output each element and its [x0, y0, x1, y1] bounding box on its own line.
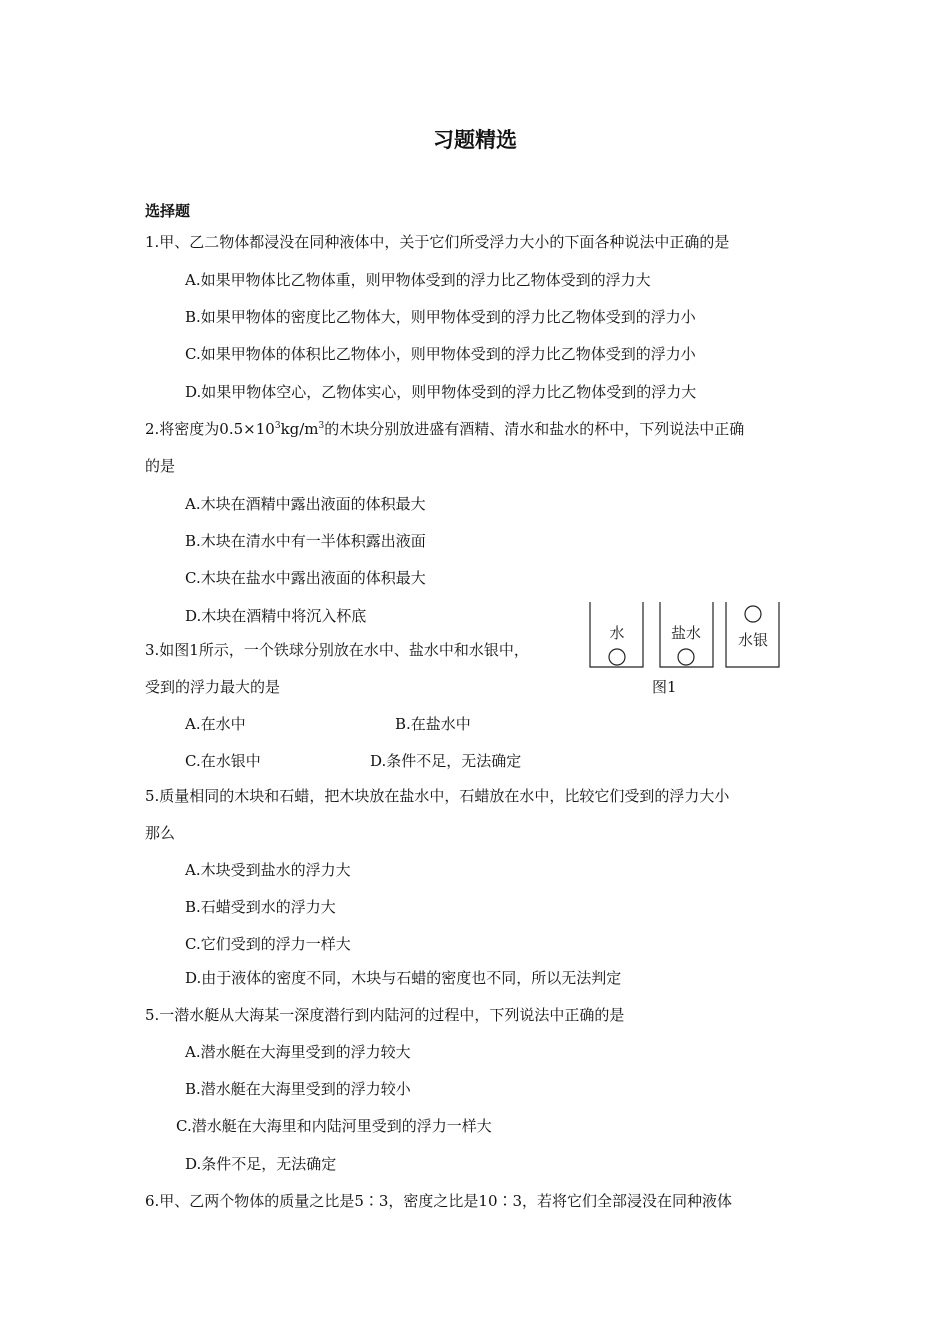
question-5-option-b: B.潜水艇在大海里受到的浮力较小: [185, 1080, 411, 1098]
question-4-option-d: D.由于液体的密度不同，木块与石蜡的密度也不同，所以无法判定: [185, 969, 622, 987]
question-5-option-d: D.条件不足，无法确定: [185, 1155, 337, 1173]
question-2-stem-line2: 的是: [145, 457, 176, 475]
question-2-option-b: B.木块在清水中有一半体积露出液面: [185, 532, 426, 550]
question-2-option-d: D.木块在酒精中将沉入杯底: [185, 607, 367, 625]
question-4-option-a: A.木块受到盐水的浮力大: [185, 861, 351, 879]
question-2-stem: [145, 419, 744, 439]
ball-in-salt-water: [678, 649, 694, 665]
question-5-option-c: C.潜水艇在大海里和内陆河里受到的浮力一样大: [176, 1117, 492, 1135]
superscript: 3: [274, 421, 281, 431]
figure-1-caption: 图1: [652, 678, 677, 696]
question-3-stem: 3.如图1所示，一个铁球分别放在水中、盐水中和水银中，: [145, 641, 529, 659]
cup-label-water: 水: [609, 624, 625, 642]
question-4-option-b: B.石蜡受到水的浮力大: [185, 898, 336, 916]
question-1-option-d: D.如果甲物体空心，乙物体实心，则甲物体受到的浮力比乙物体受到的浮力大: [185, 383, 697, 401]
question-3-option-a: A.在水中: [185, 715, 246, 733]
question-5-stem: 5.一潜水艇从大海某一深度潜行到内陆河的过程中，下列说法中正确的是: [145, 1006, 625, 1024]
ball-in-water: [609, 649, 625, 665]
question-5-option-a: A.潜水艇在大海里受到的浮力较大: [185, 1043, 411, 1061]
question-2-stem-suffix: 的木块分别放进盛有酒精、清水和盐水的杯中，下列说法中正确: [324, 420, 745, 438]
question-4-stem-line2: 那么: [145, 824, 176, 842]
question-2-option-c: C.木块在盐水中露出液面的体积最大: [185, 569, 426, 587]
question-3-option-c: C.在水银中: [185, 752, 261, 770]
question-4-option-c: C.它们受到的浮力一样大: [185, 935, 351, 953]
question-4-stem: 5.质量相同的木块和石蜡，把木块放在盐水中，石蜡放在水中，比较它们受到的浮力大小: [145, 787, 730, 805]
figure-1-cups: [588, 600, 788, 700]
question-2-stem-prefix: 2.将密度为0.5×10: [145, 420, 275, 438]
question-1-option-a: A.如果甲物体比乙物体重，则甲物体受到的浮力比乙物体受到的浮力大: [185, 271, 651, 289]
superscript: 3: [318, 421, 325, 431]
question-3-option-d: D.条件不足，无法确定: [370, 752, 522, 770]
page-title: 习题精选: [433, 128, 517, 152]
question-6-stem: 6.甲、乙两个物体的质量之比是5∶3，密度之比是10∶3，若将它们全部浸没在同种液体: [145, 1192, 733, 1210]
question-1-stem: 1.甲、乙二物体都浸没在同种液体中，关于它们所受浮力大小的下面各种说法中正确的是: [145, 233, 730, 251]
question-2-stem-unit: kg/m: [280, 420, 319, 438]
cup-label-salt-water: 盐水: [670, 624, 702, 642]
cup-label-mercury: 水银: [737, 631, 769, 649]
section-heading: 选择题: [145, 202, 191, 220]
ball-in-mercury: [745, 606, 761, 622]
question-1-option-b: B.如果甲物体的密度比乙物体大，则甲物体受到的浮力比乙物体受到的浮力小: [185, 308, 696, 326]
question-3-option-b: B.在盐水中: [395, 715, 471, 733]
question-1-option-c: C.如果甲物体的体积比乙物体小，则甲物体受到的浮力比乙物体受到的浮力小: [185, 345, 696, 363]
question-2-option-a: A.木块在酒精中露出液面的体积最大: [185, 495, 426, 513]
question-3-stem-line2: 受到的浮力最大的是: [145, 678, 281, 696]
